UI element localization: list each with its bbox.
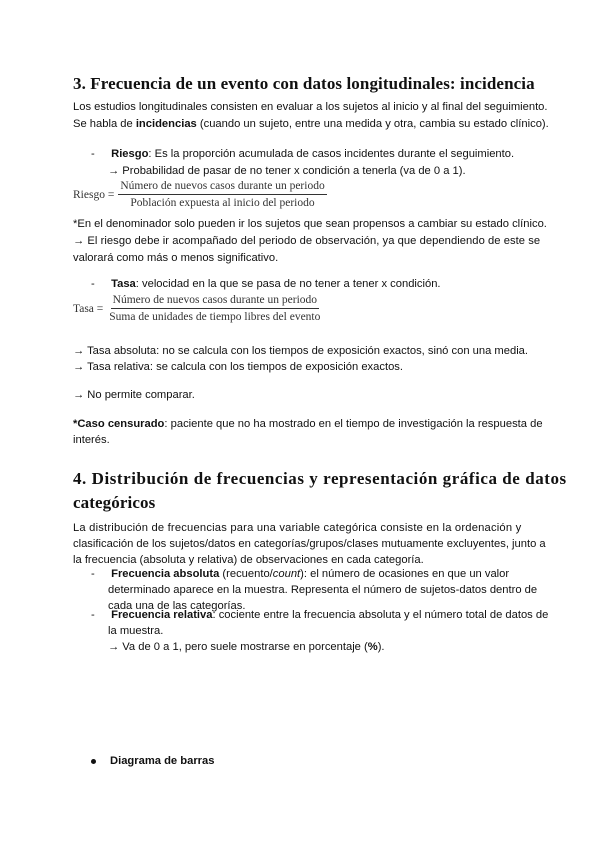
numerator: Número de nuevos casos durante un periodo bbox=[118, 180, 326, 195]
tasa-item bbox=[91, 276, 441, 293]
tasa-relativa: → Tasa relativa: se calcula con los tiempos de exposición exactos. bbox=[73, 361, 403, 373]
text: ): el número de ocasiones en que un valor bbox=[300, 568, 510, 580]
section-3-intro-line-1: Los estudios longitudinales consisten en evaluar a los sujetos al inicio y al final del seguimiento. bbox=[73, 101, 548, 113]
denominator: Población expuesta al inicio del periodo bbox=[130, 197, 315, 209]
intro-text: Se habla de bbox=[73, 118, 136, 130]
dash-bullet: - bbox=[91, 568, 95, 580]
incidencias-term: incidencias bbox=[135, 118, 197, 130]
section-4-intro-line-2: clasificación de los sujetos/datos en categorías/grupos/clases mutuamente excluyentes, junto a bbox=[73, 538, 546, 550]
frecuencia-absoluta-line-3: cada una de las categorías. bbox=[108, 600, 246, 612]
denominator: Suma de unidades de tiempo libres del evento bbox=[109, 311, 321, 323]
diagrama-de-barras-label: Diagrama de barras bbox=[110, 755, 215, 767]
section-3-intro-line-2 bbox=[73, 116, 549, 133]
section-4-heading-line-1: 4. Distribución de frecuencias y representación gráfica de datos bbox=[73, 469, 567, 488]
caso-censurado-line-2: interés. bbox=[73, 434, 110, 446]
tasa-absoluta: → Tasa absoluta: no se calcula con los tiempos de exposición exactos, sinó con una media. bbox=[73, 345, 529, 357]
intro-text-post: (cuando un sujeto, entre una medida y otra, cambia su estado clínico). bbox=[196, 118, 549, 130]
dash-bullet: - bbox=[91, 609, 95, 621]
section-3-heading: 3. Frecuencia de un evento con datos longitudinales: incidencia bbox=[73, 74, 535, 93]
text: (recuento/ bbox=[219, 568, 273, 580]
riesgo-label: Riesgo bbox=[111, 148, 149, 160]
section-4-intro-line-3: la frecuencia (absoluta y relativa) de observaciones en cada categoría. bbox=[73, 554, 424, 566]
count-term: count bbox=[272, 568, 301, 580]
caso-censurado-text: : paciente que no ha mostrado en el tiempo de investigación la respuesta de bbox=[164, 418, 543, 430]
frecuencia-relativa-line-3 bbox=[108, 639, 385, 656]
tasa-text: : velocidad en la que se pasa de no tener a tener x condición. bbox=[135, 278, 441, 290]
riesgo-text: : Es la proporción acumulada de casos incidentes durante el seguimiento. bbox=[148, 148, 515, 160]
text: ). bbox=[377, 641, 385, 653]
caso-censurado-label: *Caso censurado bbox=[73, 418, 165, 430]
fraction bbox=[118, 180, 326, 209]
percent-symbol: % bbox=[367, 641, 378, 653]
text: : cociente entre la frecuencia absoluta y el número total de datos de bbox=[212, 609, 549, 621]
diagrama-de-barras-item bbox=[91, 753, 214, 770]
frecuencia-absoluta-item bbox=[91, 566, 509, 583]
note-riesgo-periodo-line-2: valorará como más o menos significativo. bbox=[73, 252, 279, 264]
note-denominator: *En el denominador solo pueden ir los sujetos que sean propensos a cambiar su estado clínico. bbox=[73, 218, 547, 230]
text: → Va de 0 a 1, pero suele mostrarse en porcentaje ( bbox=[108, 641, 368, 653]
dash-bullet: - bbox=[91, 148, 95, 160]
section-4-heading-line-2: categóricos bbox=[73, 493, 156, 512]
dash-bullet: - bbox=[91, 278, 95, 290]
riesgo-sub: → Probabilidad de pasar de no tener x condición a tenerla (va de 0 a 1). bbox=[108, 165, 466, 177]
caso-censurado-line-1 bbox=[73, 416, 543, 433]
frecuencia-relativa-label: Frecuencia relativa bbox=[111, 609, 213, 621]
formula-tasa bbox=[73, 294, 322, 323]
no-permite-comparar: → No permite comparar. bbox=[73, 389, 195, 401]
bullet-dot-icon bbox=[91, 759, 96, 764]
numerator: Número de nuevos casos durante un periodo bbox=[111, 294, 319, 309]
formula-riesgo bbox=[73, 180, 327, 209]
tasa-label: Tasa bbox=[111, 278, 136, 290]
note-riesgo-periodo-line-1: → El riesgo debe ir acompañado del periodo de observación, ya que dependiendo de este se bbox=[73, 235, 541, 247]
formula-lhs: Tasa = bbox=[73, 302, 104, 315]
section-4-intro-line-1: La distribución de frecuencias para una variable categórica consiste en la ordenación y bbox=[73, 522, 522, 534]
frecuencia-relativa-item bbox=[91, 607, 548, 624]
frecuencia-relativa-line-2: la muestra. bbox=[108, 625, 164, 637]
frecuencia-absoluta-label: Frecuencia absoluta bbox=[111, 568, 220, 580]
frecuencia-absoluta-line-2: determinado aparece en la muestra. Representa el número de sujetos-datos dentro de bbox=[108, 584, 538, 596]
riesgo-item bbox=[91, 146, 514, 163]
fraction bbox=[107, 294, 322, 323]
formula-lhs: Riesgo = bbox=[73, 188, 115, 201]
